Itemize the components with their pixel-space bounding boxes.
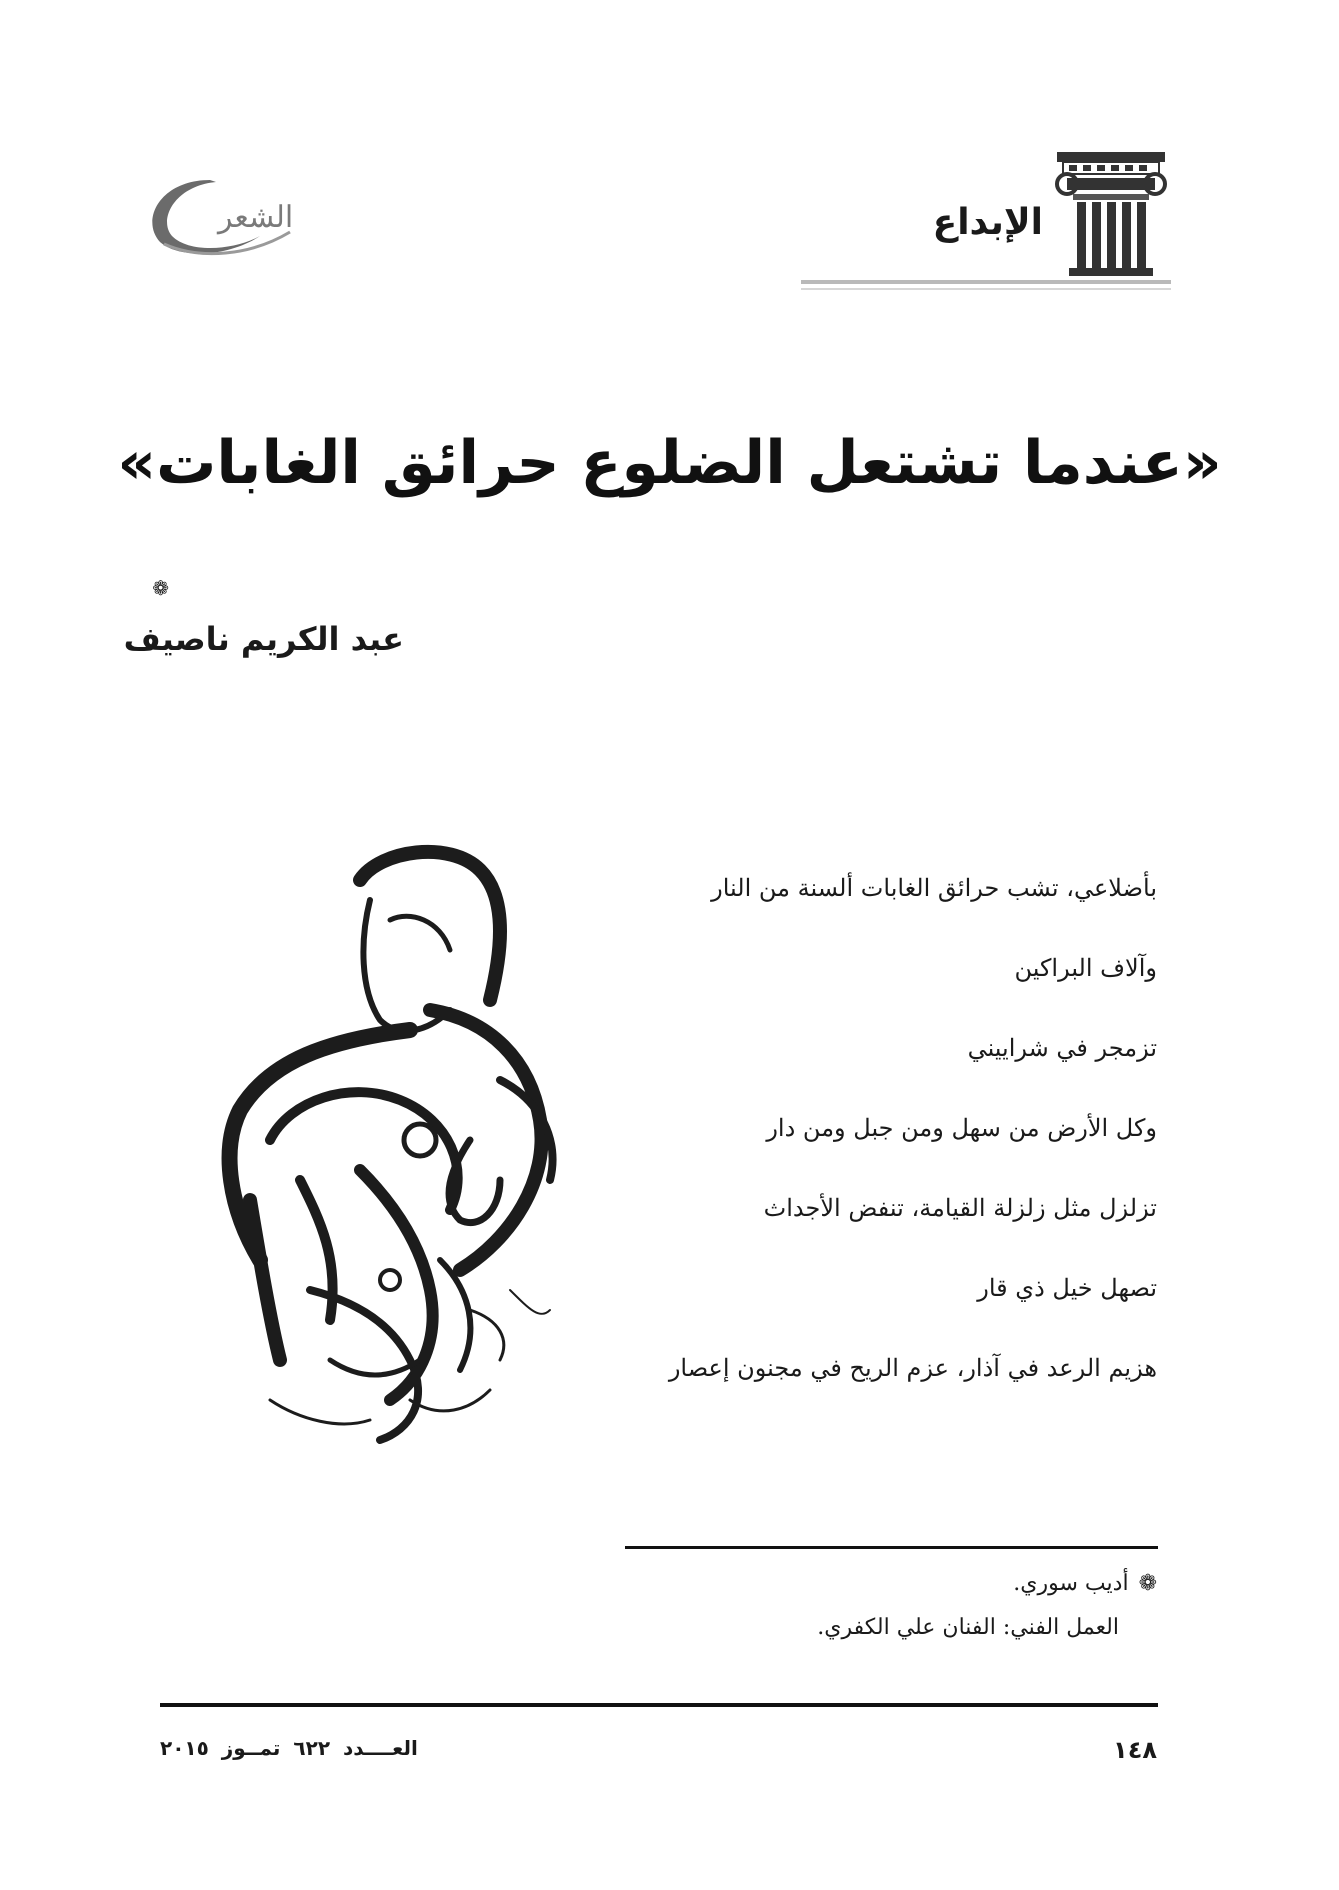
verse-line: تزلزل مثل زلزلة القيامة، تنفض الأجداث — [763, 1194, 1157, 1222]
footer-rule — [160, 1703, 1158, 1707]
author-name: عبد الكريم ناصيف — [123, 620, 404, 658]
verse-line: تزمجر في شراييني — [967, 1034, 1157, 1062]
footnotes — [817, 1562, 1157, 1650]
footnote-author-bio — [817, 1562, 1157, 1606]
section-underline — [801, 280, 1171, 284]
poem-verses — [597, 868, 1157, 1428]
category-label: الشعر — [218, 200, 294, 235]
poem-title: «عندما تشتعل الضلوع حرائق الغابات» — [117, 428, 1222, 498]
section-label: الإبداع — [932, 202, 1043, 243]
footnote-artwork-credit: العمل الفني: الفنان علي الكفري. — [817, 1615, 1119, 1640]
section-underline-light — [801, 288, 1171, 290]
issue-info: العــــدد ٦٢٢ تمــوز ٢٠١٥ — [160, 1736, 418, 1760]
page-number: ١٤٨ — [1113, 1736, 1157, 1764]
flower-icon: ❁ — [1138, 1571, 1157, 1596]
ionic-column-icon — [1051, 150, 1171, 280]
artwork-sketch — [210, 840, 610, 1460]
footnote-text: أديب سوري. — [1013, 1571, 1129, 1596]
footnote-rule — [625, 1546, 1158, 1549]
verse-line: بأضلاعي، تشب حرائق الغابات ألسنة من النار — [711, 874, 1157, 902]
verse-line: وكل الأرض من سهل ومن جبل ومن دار — [766, 1114, 1157, 1142]
verse-line: تصهل خيل ذي قار — [977, 1274, 1157, 1302]
section-header — [791, 150, 1171, 290]
author-footnote-marker: ❁ — [152, 576, 169, 600]
verse-line: هزيم الرعد في آذار، عزم الريح في مجنون إعصار — [668, 1354, 1157, 1382]
category-header — [140, 160, 340, 280]
verse-line: وآلاف البراكين — [1014, 954, 1157, 982]
